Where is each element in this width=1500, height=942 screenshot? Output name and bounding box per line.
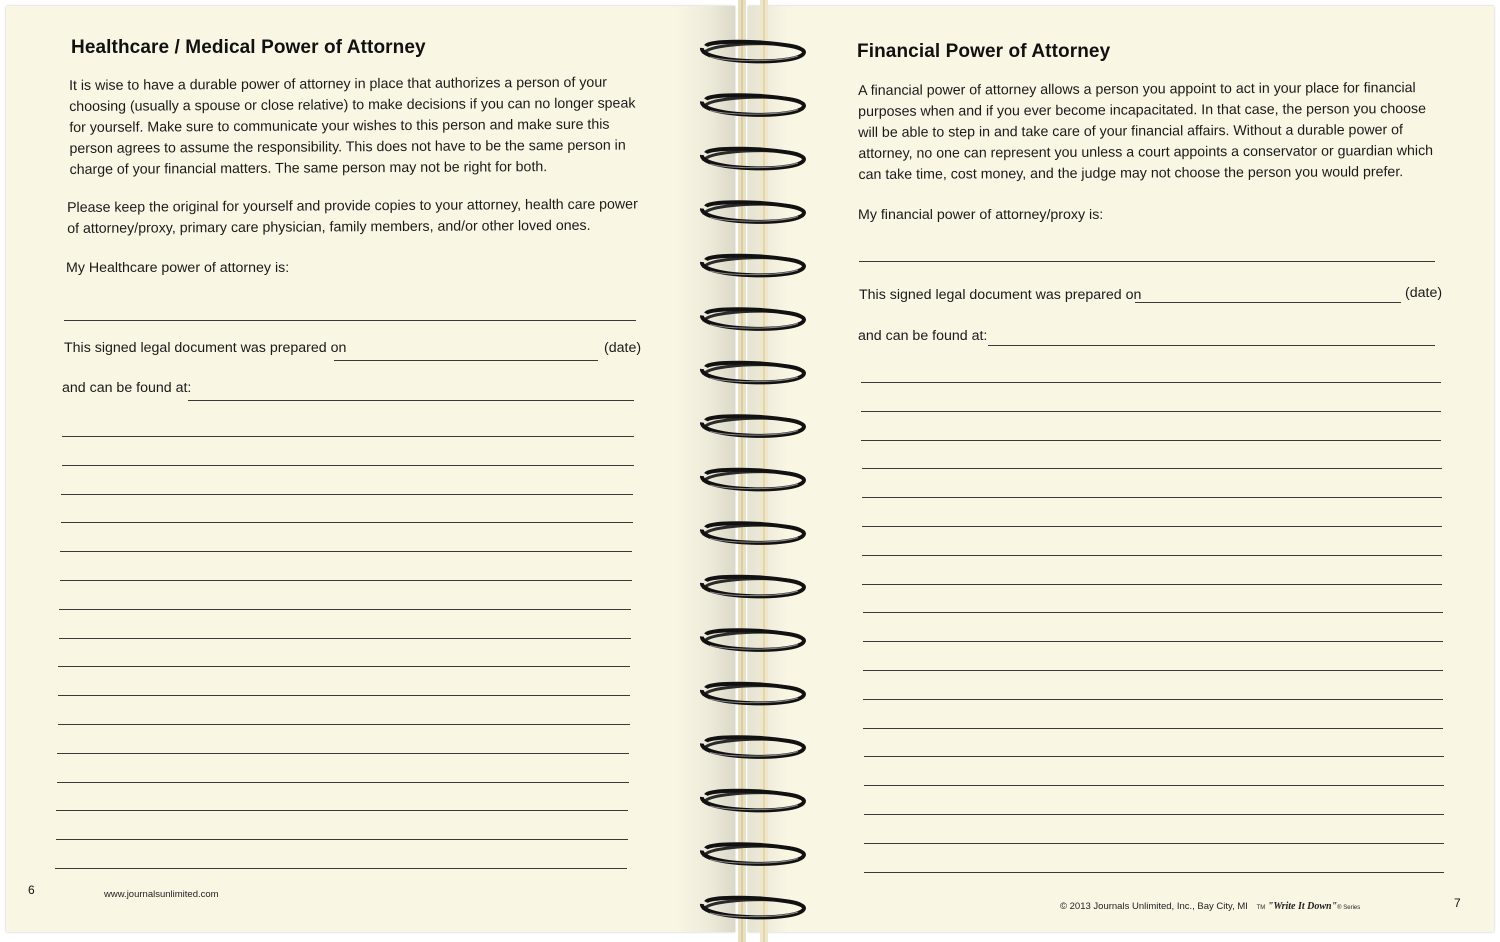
copyright-footer [1060,901,1360,912]
left-date-line[interactable] [334,360,598,361]
right-found-label: and can be found at: [858,328,988,344]
writing-line[interactable] [61,494,633,495]
left-page-number: 6 [28,883,35,897]
right-page-number: 7 [1454,896,1461,910]
writing-line[interactable] [59,609,631,610]
writing-line[interactable] [864,814,1444,815]
website-footer: www.journalsunlimited.com [104,889,219,900]
writing-line[interactable] [863,670,1443,671]
writing-line[interactable] [863,641,1443,642]
writing-line[interactable] [55,868,627,869]
writing-line[interactable] [62,436,634,437]
writing-line[interactable] [864,843,1444,844]
writing-line[interactable] [57,753,629,754]
left-page-title: Healthcare / Medical Power of Attorney [71,37,426,58]
coil-ring [702,95,804,115]
writing-line[interactable] [862,468,1442,469]
coil-ring [702,309,804,329]
spiral-coils [702,42,804,918]
writing-line[interactable] [58,695,630,696]
coil-ring [702,577,804,597]
left-date-label: (date) [604,340,642,356]
writing-line[interactable] [58,666,630,667]
writing-line[interactable] [862,497,1442,498]
healthcare-poa-name-line[interactable] [64,320,636,321]
coil-ring [702,737,804,757]
series-suffix: ® Series [1337,905,1361,911]
spiral-binding [700,0,810,942]
left-page [6,6,735,932]
writing-line[interactable] [861,440,1441,441]
writing-line[interactable] [56,839,628,840]
writing-line[interactable] [59,638,631,639]
trademark-mark: TM [1256,905,1266,911]
writing-line[interactable] [862,584,1442,585]
left-intro-paragraph: It is wise to have a durable power of attorney in place that authorizes a person of your choosing (usually a spouse or close relative) to make decisions if you can no longer speak for yourself. Make sure to communicate your wishes to this person and make sure this person agrees to assume the responsibility. This does not have to be the same person in charge of your financial matters. The same person may not be right for both. [69,74,636,178]
right-prepared-label: This signed legal document was prepared on [859,287,1142,303]
writing-line[interactable] [862,526,1442,527]
writing-line[interactable] [60,551,632,552]
coil-ring [702,416,804,436]
right-location-line[interactable] [988,345,1435,346]
coil-ring [702,523,804,543]
writing-line[interactable] [863,699,1443,700]
copyright-text: © 2013 Journals Unlimited, Inc., Bay City, MI [1060,901,1248,912]
writing-line[interactable] [862,555,1442,556]
coil-ring [702,470,804,490]
writing-line[interactable] [864,785,1444,786]
writing-line[interactable] [57,782,629,783]
writing-line[interactable] [861,382,1441,383]
financial-poa-name-line[interactable] [859,261,1435,262]
left-location-line[interactable] [188,400,634,401]
left-found-label: and can be found at: [62,380,192,396]
right-page-title: Financial Power of Attorney [857,41,1111,62]
left-copies-paragraph: Please keep the original for yourself and provide copies to your attorney, health care power of attorney/proxy, primary care physician, family members, and/or other loved ones. [67,196,638,237]
right-date-line[interactable] [1135,302,1401,303]
right-page [748,6,1494,932]
writing-line[interactable] [864,756,1444,757]
writing-line[interactable] [58,724,630,725]
healthcare-poa-prompt: My Healthcare power of attorney is: [66,260,290,276]
coil-ring [702,363,804,383]
right-date-label: (date) [1405,285,1443,301]
coil-ring [702,898,804,918]
coil-ring [702,202,804,222]
coil-ring [702,844,804,864]
coil-ring [702,256,804,276]
writing-line[interactable] [864,872,1444,873]
writing-line[interactable] [61,522,633,523]
writing-line[interactable] [861,411,1441,412]
series-name: "Write It Down" [1267,901,1338,912]
coil-ring [702,684,804,704]
writing-line[interactable] [863,612,1443,613]
writing-line[interactable] [60,580,632,581]
writing-line[interactable] [62,465,634,466]
left-prepared-label: This signed legal document was prepared on [64,340,347,356]
coil-ring [702,42,804,62]
writing-line[interactable] [863,728,1443,729]
right-intro-paragraph: A financial power of attorney allows a person you appoint to act in your place for financial purposes when and if you ever become incapacitated. In that case, the person you choose will be able to step in and take care of your financial affairs. Without a durable power of attorney, no one can represent you unless a court appoints a conservator or guardian which can take time, cost money, and the judge may not choose the person you would prefer. [858,80,1434,183]
financial-poa-prompt: My financial power of attorney/proxy is: [858,207,1104,223]
coil-ring [702,149,804,169]
coil-ring [702,791,804,811]
writing-line[interactable] [56,810,628,811]
coil-ring [702,630,804,650]
